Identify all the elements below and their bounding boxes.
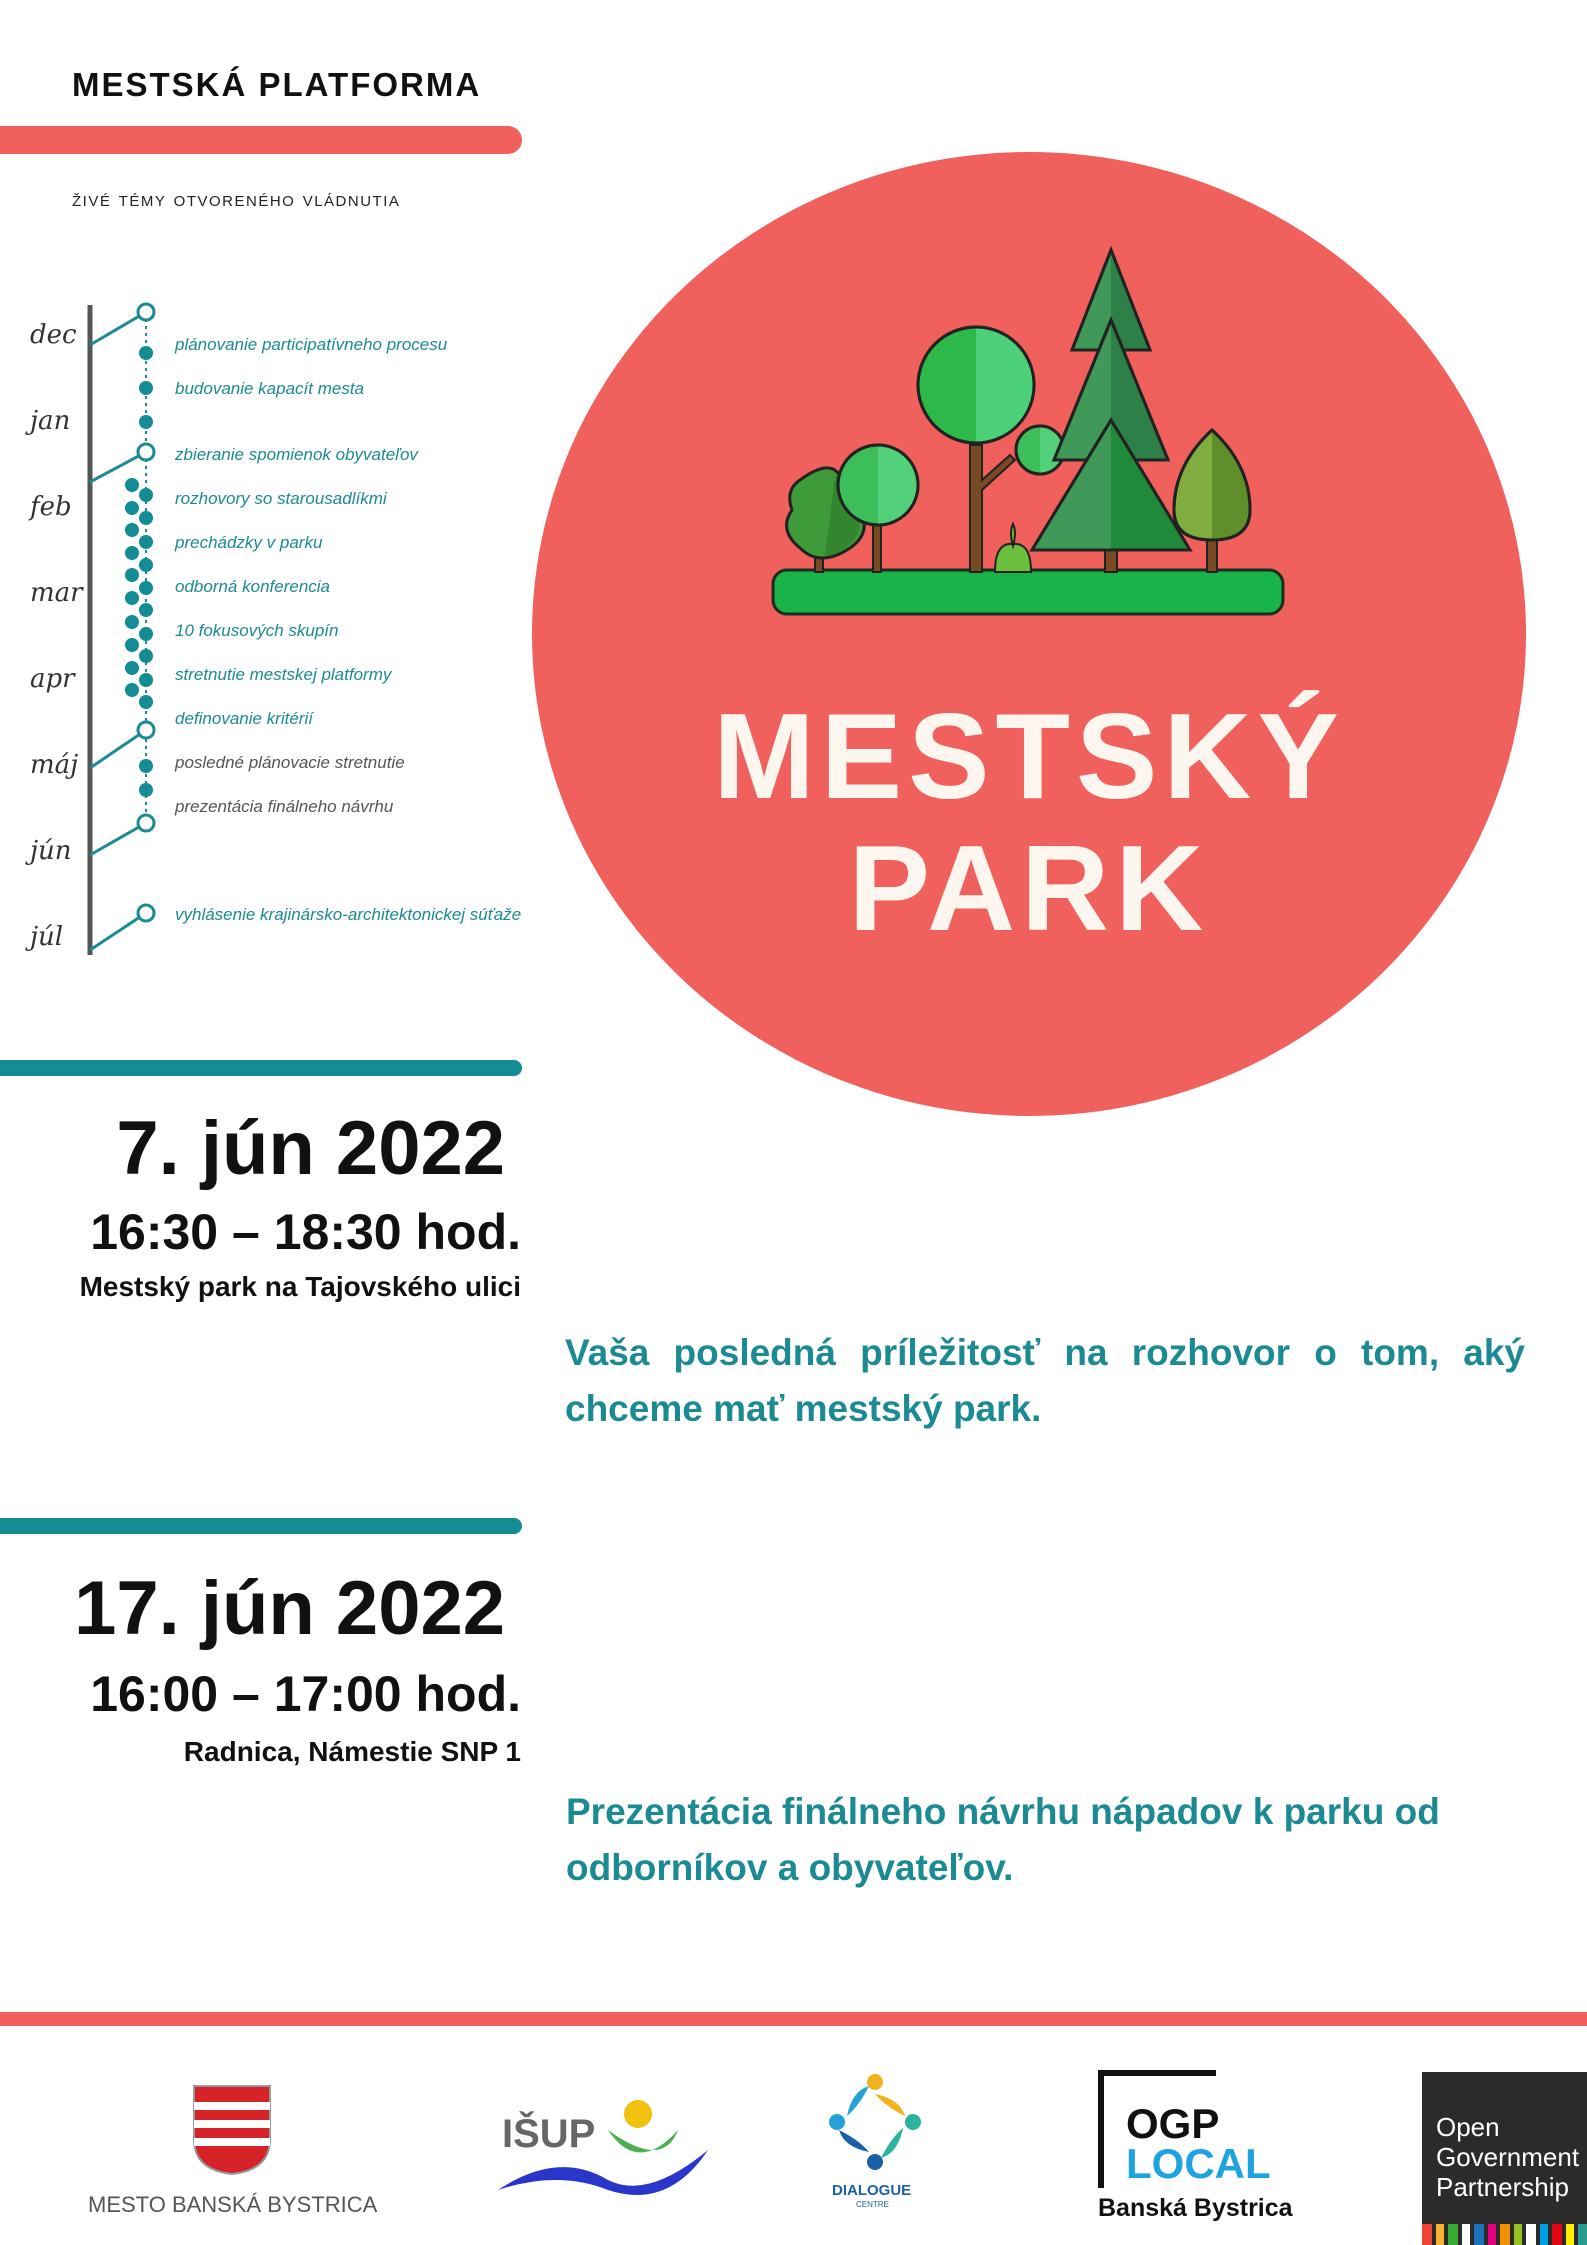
- event2-place: Radnica, Námestie SNP 1: [183, 1736, 521, 1767]
- timeline-branch: [90, 913, 146, 950]
- timeline-marker: [138, 304, 154, 320]
- timeline-item: 10 fokusových skupín: [175, 621, 339, 640]
- pine-tree-icon: [1032, 250, 1190, 572]
- timeline-item: vyhlásenie krajinársko-architektonickej súťaže: [175, 905, 522, 924]
- event2-accent-bar: [0, 1518, 522, 1534]
- timeline-item: prezentácia finálneho návrhu: [175, 797, 394, 816]
- ogp-color-strip-icon: [1422, 2224, 1587, 2245]
- dialogue-people-icon: [825, 2072, 925, 2172]
- timeline-marker: [138, 722, 154, 738]
- timeline-item: posledné plánovacie stretnutie: [175, 753, 405, 772]
- event1-description: Vaša posledná príležitosť na rozhovor o tom, aký chceme mať mestský park.: [565, 1332, 1525, 1429]
- timeline-item: prechádzky v parku: [175, 533, 323, 552]
- dialogue-logo-subtext: CENTRE: [856, 2200, 889, 2209]
- brand-subtitle: živé témy otvoreného vládnutia: [72, 188, 401, 211]
- timeline-item: plánovanie participatívneho procesu: [175, 335, 448, 354]
- ogp-local-line1: OGP: [1126, 2100, 1220, 2147]
- timeline-marker: [138, 905, 154, 921]
- event2-time: 16:00 – 17:00 hod.: [90, 1666, 521, 1722]
- timeline-month: máj: [30, 750, 79, 780]
- event1-time: 16:30 – 18:30 hod.: [90, 1204, 521, 1260]
- ogp-local-line2: LOCAL: [1126, 2140, 1271, 2187]
- timeline-item: budovanie kapacít mesta: [175, 379, 365, 398]
- header-accent-bar: [0, 126, 522, 154]
- timeline-item: definovanie kritérií: [175, 709, 313, 728]
- ogp-local-line3: Banská Bystrica: [1098, 2194, 1293, 2222]
- event2-description: Prezentácia finálneho návrhu nápadov k parku od odborníkov a obyvateľov.: [566, 1791, 1440, 1888]
- timeline: [0, 290, 600, 970]
- timeline-month: jún: [30, 836, 72, 866]
- isup-logo: [498, 2100, 718, 2200]
- ogp-logo: [1422, 2072, 1587, 2245]
- timeline-month: júl: [30, 922, 64, 952]
- ogp-line1: Open: [1436, 2112, 1500, 2142]
- hero-title-line1: MESTSKÝ: [713, 688, 1345, 824]
- sprout-icon: [995, 524, 1031, 572]
- timeline-month: jan: [30, 406, 71, 436]
- timeline-branch: [90, 452, 146, 482]
- timeline-item: rozhovory so starousadlíkmi: [175, 489, 387, 508]
- timeline-branch: [90, 730, 146, 768]
- city-logo-text: MESTO BANSKÁ BYSTRICA: [88, 2192, 378, 2217]
- hero-title-line2: PARK: [848, 820, 1210, 956]
- dialogue-logo-text: DIALOGUE: [832, 2182, 912, 2199]
- event2-date: 17. jún 2022: [74, 1566, 505, 1651]
- footer-accent-bar: [0, 2012, 1587, 2026]
- timeline-item: zbieranie spomienok obyvateľov: [175, 445, 418, 464]
- city-logo: [60, 2080, 390, 2220]
- timeline-branch: [90, 823, 146, 855]
- timeline-marker: [138, 815, 154, 831]
- ogp-line2: Government: [1436, 2142, 1580, 2172]
- park-trees-illustration: [770, 240, 1290, 620]
- round-tree-icon: [838, 445, 918, 572]
- event1-accent-bar: [0, 1060, 522, 1076]
- timeline-month: dec: [30, 320, 77, 350]
- timeline-item: odborná konferencia: [175, 577, 331, 596]
- timeline-month: apr: [30, 664, 75, 694]
- timeline-month: mar: [30, 578, 83, 608]
- ogp-line3: Partnership: [1436, 2172, 1569, 2202]
- timeline-marker: [138, 444, 154, 460]
- event1-place: Mestský park na Tajovského ulici: [79, 1271, 521, 1302]
- ground-icon: [773, 570, 1283, 614]
- timeline-branch: [90, 312, 146, 345]
- dialogue-centre-logo: [820, 2072, 930, 2217]
- timeline-month: feb: [30, 492, 72, 522]
- event1-date: 7. jún 2022: [116, 1106, 505, 1191]
- ogp-local-logo: [1098, 2070, 1328, 2220]
- timeline-item: stretnutie mestskej platformy: [175, 665, 392, 684]
- city-coat-of-arms-icon: [192, 2084, 272, 2176]
- hero-title: [532, 690, 1526, 954]
- isup-logo-text: IŠUP: [502, 2112, 596, 2156]
- brand-title: MESTSKÁ PLATFORMA: [72, 66, 482, 103]
